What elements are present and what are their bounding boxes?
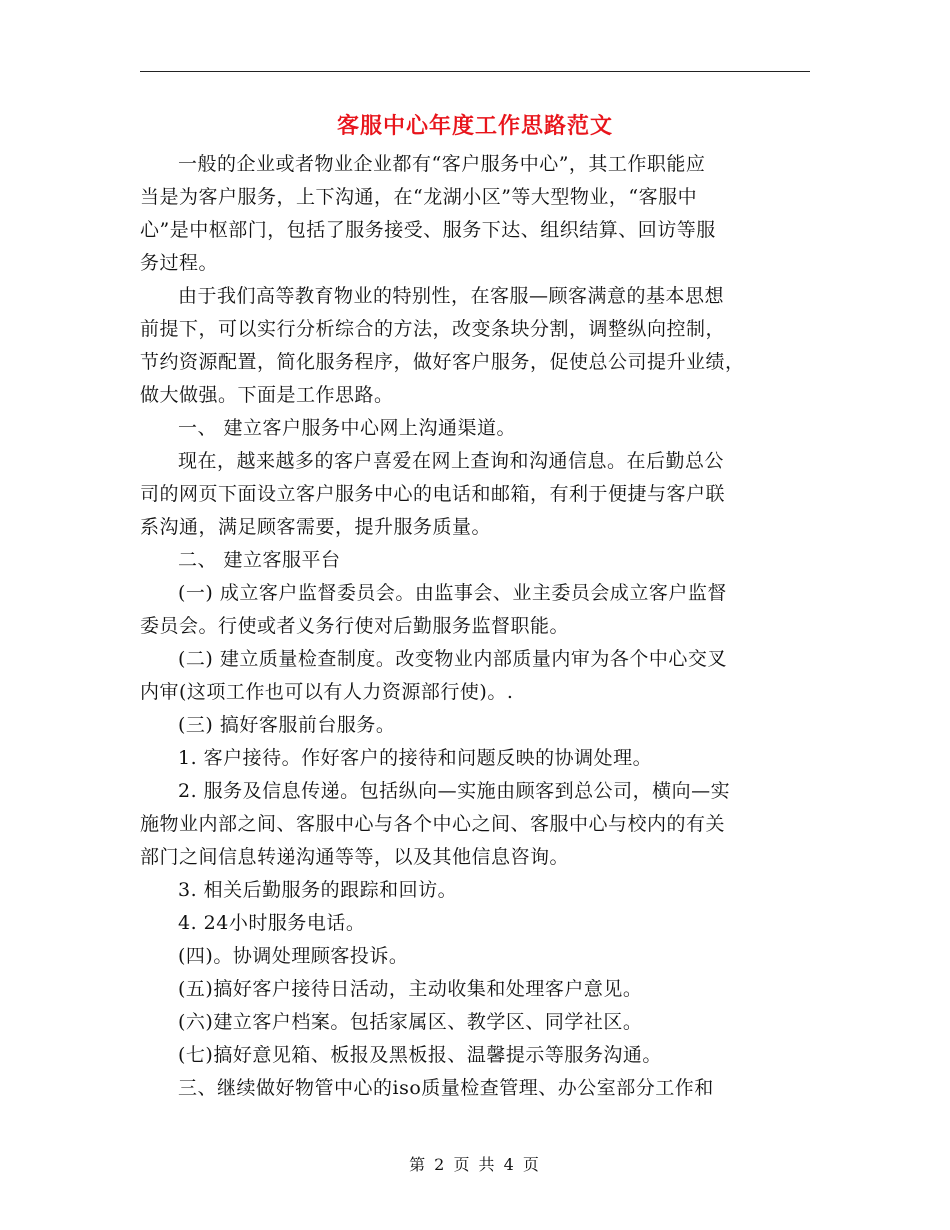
paragraph-line: 心”是中枢部门，包括了服务接受、服务下达、组织结算、回访等服 bbox=[140, 219, 716, 241]
paragraph-line: (三) 搞好客服前台服务。 bbox=[178, 714, 396, 736]
paragraph-line: (一) 成立客户监督委员会。由监事会、业主委员会成立客户监督 bbox=[178, 582, 727, 604]
paragraph bbox=[140, 1072, 810, 1105]
paragraph-line: 二、 建立客服平台 bbox=[178, 549, 341, 571]
page-footer: 第 2 页 共 4 页 bbox=[409, 1155, 541, 1174]
paragraph-line: 节约资源配置，简化服务程序，做好客户服务，促使总公司提升业绩， bbox=[140, 351, 745, 373]
paragraph-line: 三、继续做好物管中心的iso质量检查管理、办公室部分工作和 bbox=[178, 1077, 714, 1099]
paragraph bbox=[140, 775, 810, 874]
paragraph-line: (七)搞好意见箱、板报及黑板报、温馨提示等服务沟通。 bbox=[178, 1044, 662, 1066]
paragraph-line: 系沟通，满足顾客需要，提升服务质量。 bbox=[140, 516, 492, 538]
paragraph bbox=[140, 1006, 810, 1039]
paragraph-line: (五)搞好客户接待日活动，主动收集和处理客户意见。 bbox=[178, 978, 643, 1000]
paragraph-line: 前提下，可以实行分析综合的方法，改变条块分割，调整纵向控制， bbox=[140, 318, 726, 340]
document-title: 客服中心年度工作思路范文 bbox=[336, 113, 613, 139]
paragraph-line: 当是为客户服务，上下沟通，在“龙湖小区”等大型物业，“客服中 bbox=[140, 186, 698, 208]
paragraph bbox=[140, 874, 810, 907]
paragraph bbox=[140, 544, 810, 577]
paragraph-line: 由于我们高等教育物业的特别性，在客服—顾客满意的基本思想 bbox=[178, 285, 725, 307]
paragraph bbox=[140, 412, 810, 445]
paragraph-line: 现在，越来越多的客户喜爱在网上查询和沟通信息。在后勤总公 bbox=[178, 450, 725, 472]
paragraph bbox=[140, 280, 810, 412]
paragraph bbox=[140, 445, 810, 544]
paragraph bbox=[140, 643, 810, 709]
paragraph-line: (六)建立客户档案。包括家属区、教学区、同学社区。 bbox=[178, 1011, 643, 1033]
paragraph bbox=[140, 973, 810, 1006]
header-rule bbox=[140, 71, 810, 72]
paragraph-line: 委员会。行使或者义务行使对后勤服务监督职能。 bbox=[140, 615, 570, 637]
paragraph bbox=[140, 709, 810, 742]
paragraph bbox=[140, 577, 810, 643]
paragraph-line: 施物业内部之间、客服中心与各个中心之间、客服中心与校内的有关 bbox=[140, 813, 726, 835]
paragraph-line: 2. 服务及信息传递。包括纵向—实施由顾客到总公司，横向—实 bbox=[178, 780, 731, 802]
paragraph bbox=[140, 907, 810, 940]
paragraph bbox=[140, 742, 810, 775]
paragraph-line: 3. 相关后勤服务的跟踪和回访。 bbox=[178, 879, 458, 901]
paragraph-line: 部门之间信息转递沟通等等，以及其他信息咨询。 bbox=[140, 846, 570, 868]
paragraph bbox=[140, 148, 810, 280]
paragraph bbox=[140, 1039, 810, 1072]
document-body bbox=[140, 148, 810, 1105]
paragraph-line: 1. 客户接待。作好客户的接待和问题反映的协调处理。 bbox=[178, 747, 653, 769]
paragraph-line: 做大做强。下面是工作思路。 bbox=[140, 384, 394, 406]
paragraph-line: 内审(这项工作也可以有人力资源部行使)。. bbox=[140, 681, 514, 703]
paragraph-line: 务过程。 bbox=[140, 252, 219, 274]
paragraph-line: (四)。协调处理顾客投诉。 bbox=[178, 945, 409, 967]
paragraph-line: 4. 24小时服务电话。 bbox=[178, 912, 366, 934]
paragraph-line: 一、 建立客户服务中心网上沟通渠道。 bbox=[178, 417, 517, 439]
paragraph-line: 司的网页下面设立客户服务中心的电话和邮箱，有利于便捷与客户联 bbox=[140, 483, 726, 505]
paragraph-line: (二) 建立质量检查制度。改变物业内部质量内审为各个中心交叉 bbox=[178, 648, 727, 670]
paragraph-line: 一般的企业或者物业企业都有“客户服务中心”，其工作职能应 bbox=[178, 153, 706, 175]
paragraph bbox=[140, 940, 810, 973]
